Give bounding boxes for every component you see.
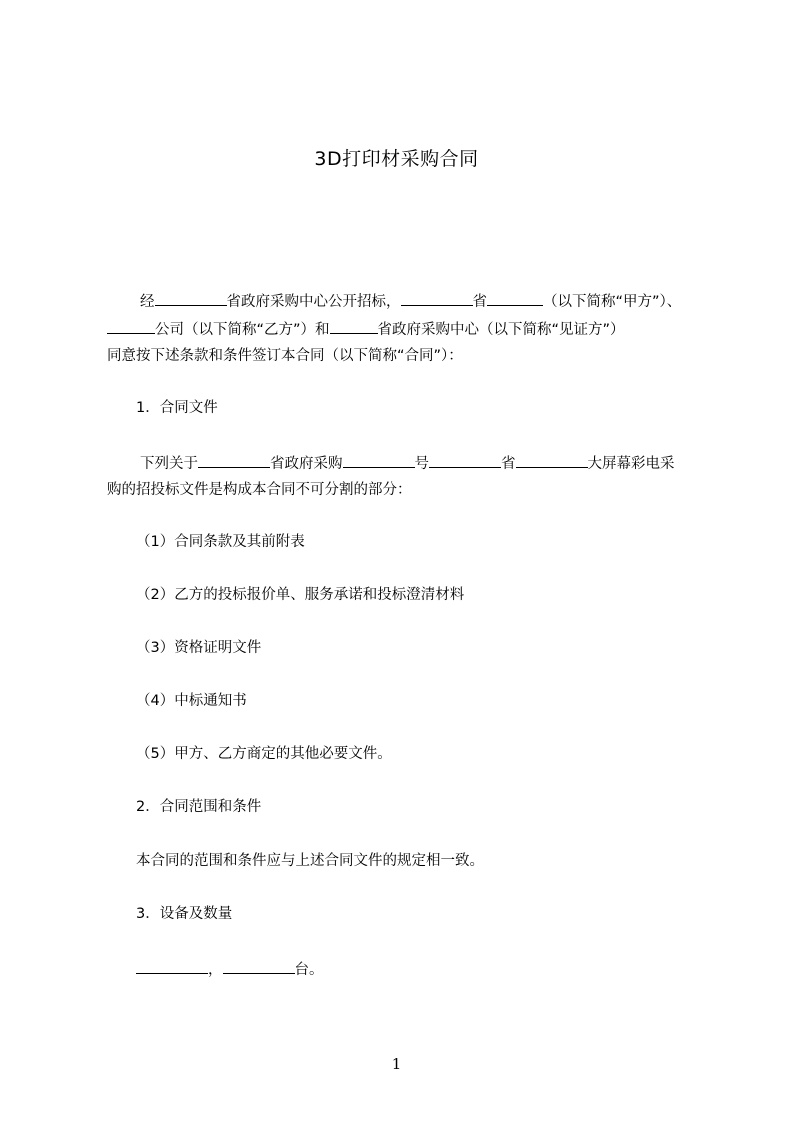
para-text: 号: [414, 456, 429, 472]
intro-text: （以下简称“甲方”）、: [543, 294, 682, 310]
fill-blank[interactable]: [223, 958, 295, 974]
section-2-heading: 2．合同范围和条件: [136, 799, 262, 815]
list-item: （3）资格证明文件: [136, 640, 262, 656]
section-3-heading: 3．设备及数量: [136, 906, 233, 922]
intro-line-1: [140, 290, 681, 312]
intro-text: 经: [140, 294, 155, 310]
para-text: 省: [501, 456, 516, 472]
intro-text: 省政府采购中心（以下简称“见证方”）: [377, 322, 625, 338]
intro-text: 省: [472, 294, 487, 310]
intro-line-3: 同意按下述条款和条件签订本合同（以下简称“合同”）：: [107, 348, 463, 364]
para-text: 大屏幕彩电采: [587, 456, 675, 472]
fill-blank[interactable]: [516, 452, 588, 468]
list-item: （2）乙方的投标报价单、服务承诺和投标澄清材料: [136, 587, 465, 603]
intro-text: 省政府采购中心公开招标，: [226, 294, 401, 310]
body-text: ，: [208, 962, 223, 978]
page-number: 1: [391, 1055, 402, 1073]
section-1-para-line-2: 购的招投标文件是构成本合同不可分割的部分：: [107, 482, 412, 498]
intro-text: 公司（以下简称“乙方”）和: [155, 322, 330, 338]
para-text: 省政府采购: [270, 456, 343, 472]
fill-blank[interactable]: [401, 290, 473, 306]
intro-line-2: [107, 318, 625, 340]
fill-blank[interactable]: [429, 452, 501, 468]
document-title: 3D打印材采购合同: [314, 148, 479, 170]
fill-blank[interactable]: [487, 290, 543, 306]
fill-blank[interactable]: [330, 318, 378, 334]
fill-blank[interactable]: [343, 452, 415, 468]
section-3-body: [136, 958, 324, 980]
fill-blank[interactable]: [155, 290, 227, 306]
para-text: 下列关于: [140, 456, 198, 472]
body-text: 台。: [294, 962, 324, 978]
section-2-body: 本合同的范围和条件应与上述合同文件的规定相一致。: [136, 853, 484, 869]
fill-blank[interactable]: [107, 318, 155, 334]
list-item: （1）合同条款及其前附表: [136, 534, 305, 550]
list-item: （4）中标通知书: [136, 693, 247, 709]
fill-blank[interactable]: [198, 452, 270, 468]
fill-blank[interactable]: [136, 958, 208, 974]
list-item: （5）甲方、乙方商定的其他必要文件。: [136, 746, 392, 762]
section-1-heading: 1．合同文件: [136, 400, 218, 416]
section-1-para-line-1: [140, 452, 675, 474]
